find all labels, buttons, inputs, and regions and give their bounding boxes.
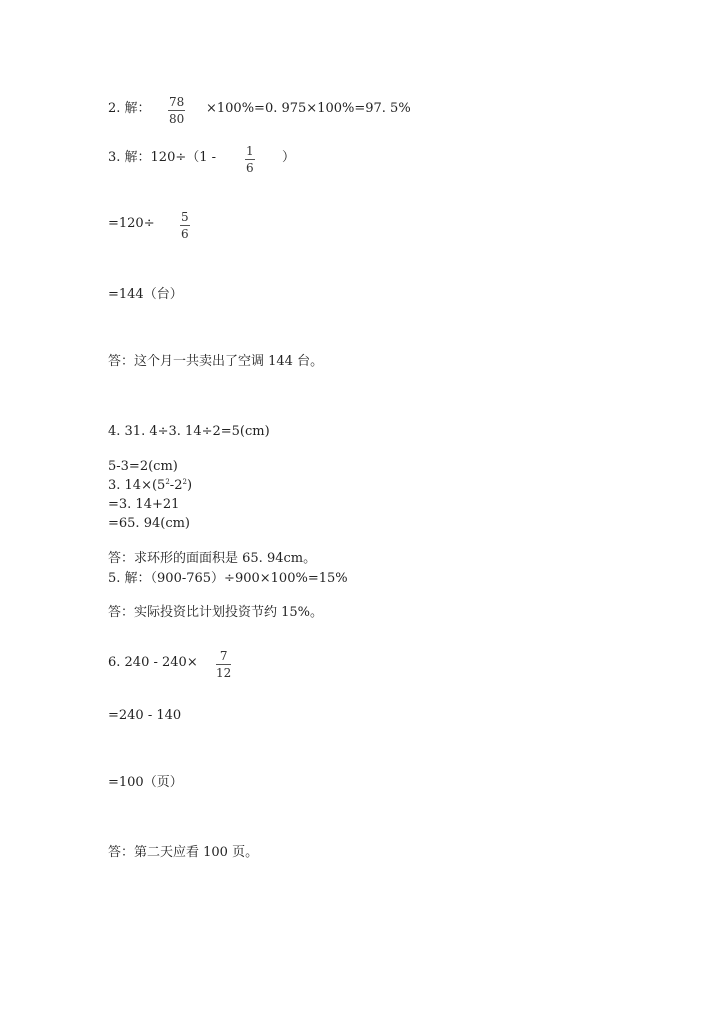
q4-line5: =65. 94(cm) (108, 516, 190, 531)
q6-line1-denominator: 12 (216, 666, 232, 680)
q6-line1-fraction (216, 650, 231, 679)
q2-label: 2. 解： (108, 101, 151, 116)
q6-line2: =240 - 140 (108, 708, 182, 723)
q3-answer: 答：这个月一共卖出了空调 144 台。 (108, 354, 324, 369)
q3-line2-fraction (180, 211, 190, 240)
q3-line1-fraction (245, 145, 255, 174)
q3-line3: =144（台） (108, 287, 183, 302)
q6-answer: 答：第二天应看 100 页。 (108, 845, 259, 860)
q2-fraction-numerator: 78 (169, 95, 185, 109)
q3-line1-numerator: 1 (246, 144, 254, 158)
q4-line3-exponent-1: 2 (165, 478, 170, 486)
q2-fraction (168, 96, 185, 125)
q4-line3-part-a: 3. 14×(5 (108, 478, 166, 493)
q6-line3: =100（页） (108, 775, 183, 790)
q4-line3 (108, 479, 192, 492)
q5-line1: 5. 解：（900-765）÷900×100%=15% (108, 571, 348, 586)
q3-line1-denominator: 6 (246, 161, 254, 175)
q4-line2: 5-3=2(cm) (108, 459, 178, 474)
q3-line2-denominator: 6 (181, 227, 189, 241)
q4-line4: =3. 14+21 (108, 497, 180, 512)
q4-line3-part-b: -2 (169, 478, 183, 493)
q4-answer: 答：求环形的面面积是 65. 94cm。 (108, 551, 317, 566)
q3-line2-prefix: =120÷ (108, 216, 155, 231)
q5-answer: 答：实际投资比计划投资节约 15%。 (108, 605, 324, 620)
q6-line1-prefix: 6. 240 - 240× (108, 655, 198, 670)
q2-calculation: ×100%=0. 975×100%=97. 5% (206, 101, 411, 116)
q4-line3-part-c: ) (186, 478, 193, 493)
q4-line1: 4. 31. 4÷3. 14÷2=5(cm) (108, 424, 270, 439)
q3-line1-prefix: 3. 解：120÷（1 - (108, 150, 217, 165)
q6-line1-numerator: 7 (219, 649, 228, 663)
q3-line1-suffix: ） (282, 150, 296, 165)
q2-fraction-denominator: 80 (169, 112, 185, 126)
q3-line2-numerator: 5 (181, 210, 189, 224)
q4-line3-exponent-2: 2 (182, 478, 187, 486)
